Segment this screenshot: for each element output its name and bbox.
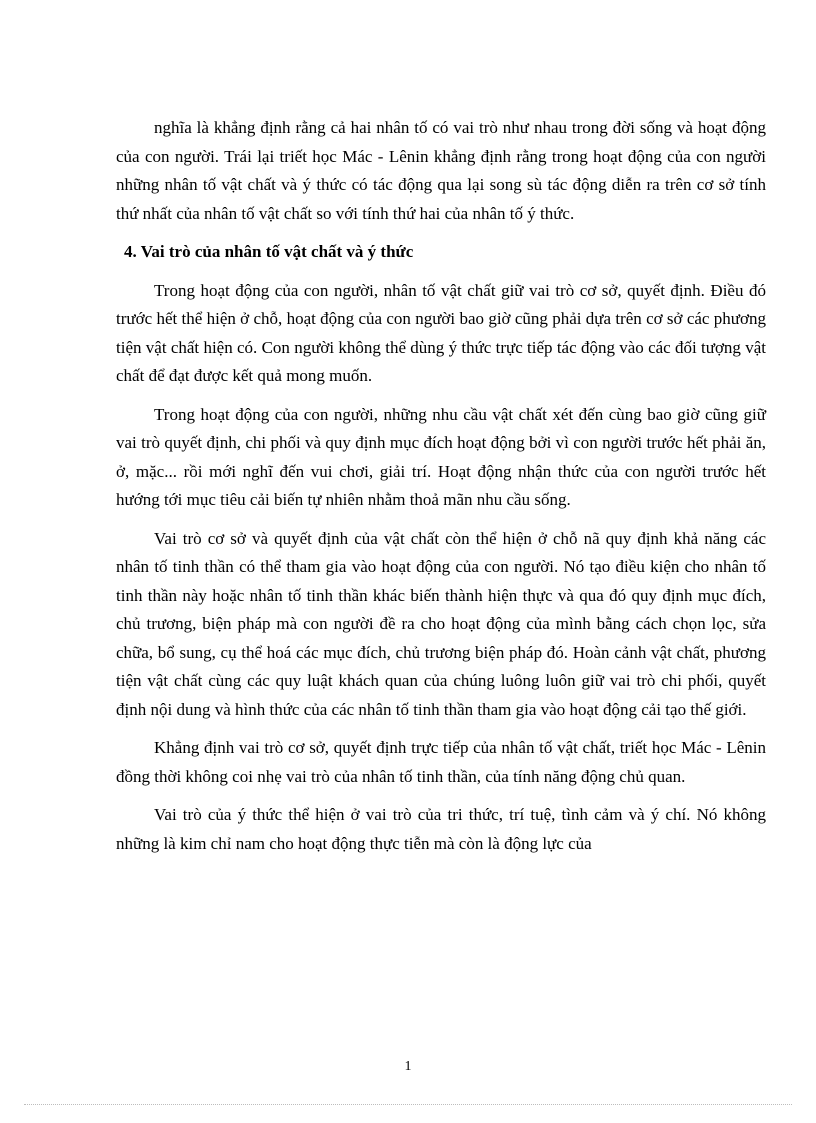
section-heading: 4. Vai trò của nhân tố vật chất và ý thức — [124, 242, 414, 261]
paragraph-4: Vai trò cơ sở và quyết định của vật chất còn thể hiện ở chỗ nã quy định khả năng các nhân tố tinh thần có thể tham gia vào hoạt động của con người. Nó tạo điều kiện cho nhân tố tinh thần này hoặc nhân tố tinh thần khác biến thành hiện thực và qua đó quy định mục đích, chủ trương, biện pháp mà con người đề ra cho hoạt động của mình bằng cách chọn lọc, sửa chữa, bổ sung, cụ thể hoá các mục đích, chủ trương biện pháp đó. Hoàn cảnh vật chất, phương tiện vật chất cùng các quy luật khách quan của chúng luông luôn giữ vai trò chi phối, quyết định nội dung và hình thức của các nhân tố tinh thần tham gia vào hoạt động cải tạo thế giới. — [116, 528, 766, 719]
page-content — [116, 114, 766, 858]
paragraph-6: Vai trò của ý thức thể hiện ở vai trò của tri thức, trí tuệ, tình cảm và ý chí. Nó không những là kim chỉ nam cho hoạt động thực tiễn mà còn là động lực của — [116, 805, 766, 853]
paragraph-3: Trong hoạt động của con người, những nhu cầu vật chất xét đến cùng bao giờ cũng giữ vai trò quyết định, chi phối và quy định mục đích hoạt động bởi vì con người trước hết phải ăn, ở, mặc... rồi mới nghĩ đến vui chơi, giải trí. Hoạt động nhận thức của con người trước hết hướng tới mục tiêu cải biến tự nhiên nhằm thoả mãn nhu cầu sống. — [116, 404, 766, 509]
paragraph-5: Khẳng định vai trò cơ sở, quyết định trực tiếp của nhân tố vật chất, triết học Mác - Lênin đồng thời không coi nhẹ vai trò của nhân tố tinh thần, của tính năng động chủ quan. — [116, 738, 766, 786]
paragraph-1: nghĩa là khẳng định rằng cả hai nhân tố có vai trò như nhau trong đời sống và hoạt động của con người. Trái lại triết học Mác - Lênin khẳng định rằng trong hoạt động của con người những nhân tố vật chất và ý thức có tác động qua lại song sù tác động diễn ra trên cơ sở tính thứ nhất của nhân tố vật chất so với tính thứ hai của nhân tố ý thức. — [116, 118, 766, 223]
footer-divider — [24, 1104, 792, 1105]
page-number: 1 — [404, 1059, 412, 1074]
paragraph-2: Trong hoạt động của con người, nhân tố vật chất giữ vai trò cơ sở, quyết định. Điều đó trước hết thể hiện ở chỗ, hoạt động của con người bao giờ cũng phải dựa trên cơ sở các phương tiện vật chất hiện có. Con người không thể dùng ý thức trực tiếp tác động vào các đối tượng vật chất để đạt được kết quả mong muốn. — [116, 280, 766, 385]
